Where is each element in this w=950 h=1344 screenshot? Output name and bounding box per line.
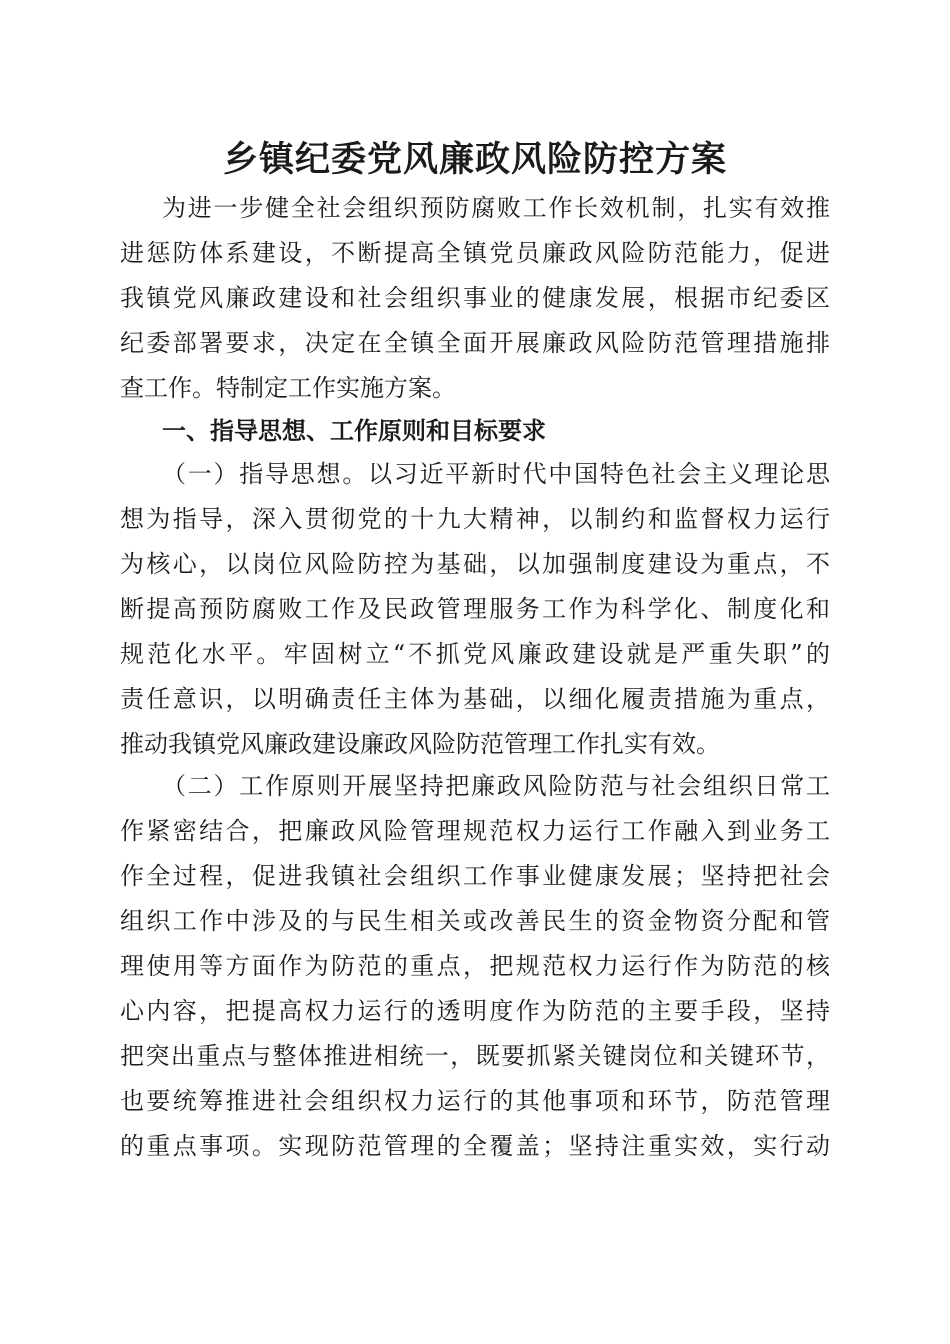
paragraph-line: （一）指导思想。以习近平新时代中国特色社会主义理论思 (162, 460, 830, 488)
paragraph-line: 心内容，把提高权力运行的透明度作为防范的主要手段，坚持 (120, 997, 830, 1025)
paragraph-line: 推动我镇党风廉政建设廉政风险防范管理工作扎实有效。 (120, 730, 720, 758)
intro-line: 进惩防体系建设，不断提高全镇党员廉政风险防范能力，促进 (120, 239, 830, 267)
paragraph-line: 作全过程，促进我镇社会组织工作事业健康发展；坚持把社会 (120, 862, 830, 890)
paragraph-line: 作紧密结合，把廉政风险管理规范权力运行工作融入到业务工 (120, 817, 830, 845)
paragraph-line: 责任意识，以明确责任主体为基础，以细化履责措施为重点， (120, 685, 830, 713)
paragraph-line: 断提高预防腐败工作及民政管理服务工作为科学化、制度化和 (120, 595, 830, 623)
paragraph-line: 为核心，以岗位风险防控为基础，以加强制度建设为重点，不 (120, 550, 830, 578)
intro-line: 为进一步健全社会组织预防腐败工作长效机制，扎实有效推 (162, 194, 830, 222)
working-principles-paragraph (120, 764, 830, 1169)
paragraph-line: 组织工作中涉及的与民生相关或改善民生的资金物资分配和管 (120, 907, 830, 935)
paragraph-line: 理使用等方面作为防范的重点，把规范权力运行作为防范的核 (120, 952, 830, 980)
paragraph-line: 想为指导，深入贯彻党的十九大精神，以制约和监督权力运行 (120, 505, 830, 533)
paragraph-line: 也要统筹推进社会组织权力运行的其他事项和环节，防范管理 (120, 1087, 830, 1115)
intro-line: 查工作。特制定工作实施方案。 (120, 374, 456, 402)
paragraph-line: （二）工作原则开展坚持把廉政风险防范与社会组织日常工 (162, 772, 830, 800)
intro-line: 我镇党风廉政建设和社会组织事业的健康发展，根据市纪委区 (120, 284, 830, 312)
document-title: 乡镇纪委党风廉政风险防控方案 (222, 139, 727, 180)
paragraph-line: 规范化水平。牢固树立“不抓党风廉政建设就是严重失职”的 (120, 640, 830, 668)
paragraph-line: 的重点事项。实现防范管理的全覆盖；坚持注重实效，实行动 (120, 1132, 830, 1160)
intro-line: 纪委部署要求，决定在全镇全面开展廉政风险防范管理措施排 (120, 329, 830, 357)
intro-paragraph (120, 186, 830, 411)
paragraph-line: 把突出重点与整体推进相统一，既要抓紧关键岗位和关键环节， (120, 1042, 830, 1070)
section-heading: 一、指导思想、工作原则和目标要求 (162, 417, 546, 445)
guiding-ideology-paragraph (120, 452, 830, 767)
